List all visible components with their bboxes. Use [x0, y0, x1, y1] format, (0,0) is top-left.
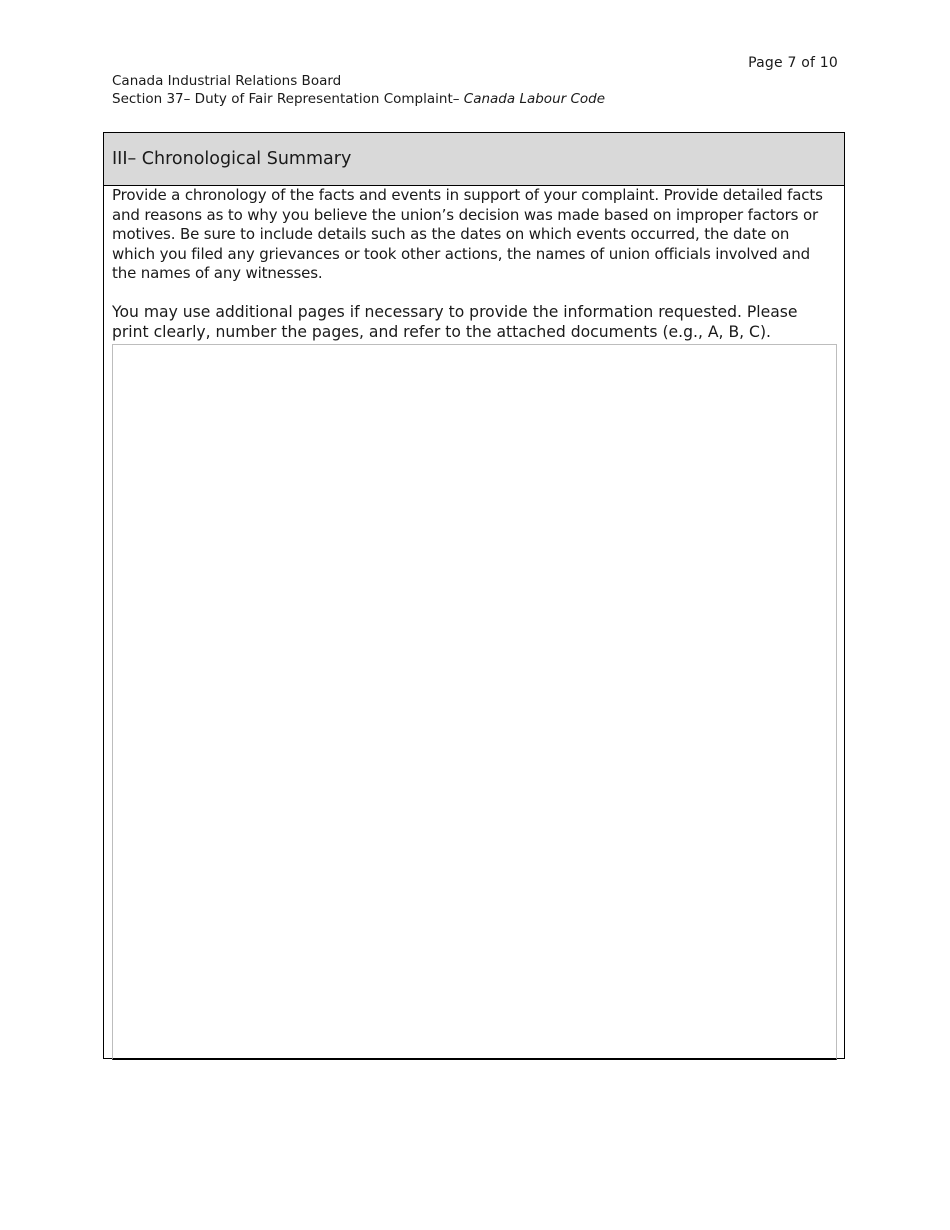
section-title: III– Chronological Summary	[104, 133, 844, 186]
form-title-act: Canada Labour Code	[463, 90, 606, 107]
board-name: Canada Industrial Relations Board	[112, 73, 342, 89]
page-number: Page 7 of 10	[748, 55, 838, 71]
chronological-summary-field[interactable]	[112, 344, 837, 1060]
section-instructions	[104, 186, 844, 342]
form-title-prefix: Section 37– Duty of Fair Representation Complaint–	[112, 90, 464, 107]
instruction-paragraph-2: You may use additional pages if necessary to provide the information requested. Please print clearly, number the pages, and refer to the attached documents (e.g., A, B, C).	[112, 303, 798, 341]
form-title	[112, 91, 605, 109]
chronological-summary-section	[103, 132, 845, 1059]
document-header	[112, 73, 605, 108]
instruction-paragraph-1: Provide a chronology of the facts and events in support of your complaint. Provide detailed facts and reasons as to why you believe the union’s decision was made based on improper factors or motives. Be sure to include details such as the dates on which events occurred, the date on which you filed any grievances or took other actions, the names of union officials involved and the names of any witnesses.	[112, 186, 823, 282]
